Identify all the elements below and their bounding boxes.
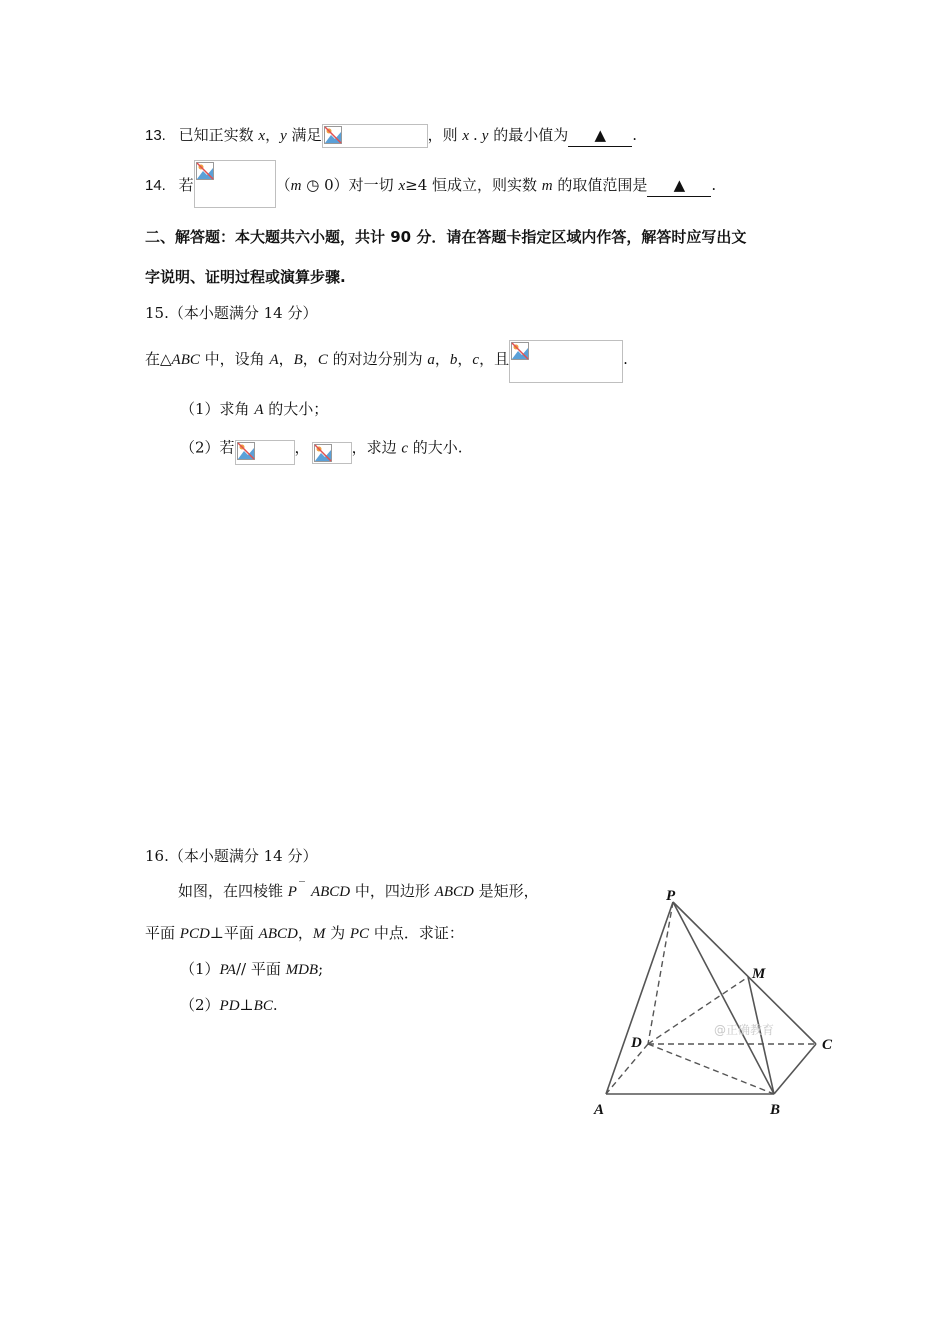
q15-p2-c: c (401, 440, 409, 457)
label-B: B (770, 1102, 781, 1118)
q15-abc: ABC (171, 352, 200, 368)
q13-end: . (632, 126, 638, 144)
edge-PB (673, 902, 774, 1094)
q14-text-c: 的取值范围是 (552, 176, 648, 194)
q16-part-2 (180, 994, 278, 1017)
pyramid-solid-edges (606, 902, 816, 1094)
section-2-heading-line1: 二、解答题：本大题共六小题，共计 90 分．请在答题卡指定区域内作答，解答时应写出文 (145, 228, 747, 246)
q14-var-x: x (398, 178, 406, 194)
edge-PA (606, 902, 673, 1094)
q15-A: A (269, 352, 279, 368)
label-A: A (594, 1102, 605, 1118)
q13-dot: . (473, 126, 478, 144)
q16-l1-abcd2: ABCD (434, 884, 474, 900)
q15-p2-b: ，求边 (351, 438, 402, 457)
q16-l2-PC: PC (349, 926, 370, 942)
q14-formula-image (194, 160, 276, 208)
broken-image-icon (324, 126, 342, 144)
q15-part-1 (180, 398, 328, 421)
q16-header: 16.（本小题满分 14 分） (145, 847, 318, 865)
pyramid-figure (588, 886, 848, 1122)
broken-image-icon (196, 162, 214, 180)
vertex-labels (593, 888, 833, 1118)
q15-text-c: 的对边分别为 (327, 350, 428, 368)
q13-number: 13. (145, 127, 166, 144)
q13-answer-blank: ▲ (568, 124, 632, 147)
q16-p2-a: （2） (180, 996, 220, 1014)
q16-p1-c: ; (318, 960, 324, 978)
q15-text-b: 中，设角 (199, 350, 270, 368)
q15-text-d: ，且 (479, 350, 510, 368)
question-14 (145, 160, 716, 210)
q16-l1-a: 如图，在四棱锥 (178, 882, 288, 900)
q15-p1-a: （1）求角 (180, 400, 255, 418)
edge-PD (648, 902, 673, 1044)
q15-header: 15.（本小题满分 14 分） (145, 304, 318, 322)
q14-number: 14. (145, 177, 166, 194)
q13-expr-y: y (481, 128, 489, 144)
q15-p2-d: 的大小. (408, 438, 463, 457)
q16-l2-a: 平面 (145, 924, 180, 942)
q16-p1-a: （1） (180, 960, 220, 978)
q16-l1-abcd: ABCD (310, 884, 351, 900)
q14-paren: （ (275, 176, 291, 194)
q13-text-a: 已知正实数 (178, 126, 259, 144)
q15-stem (145, 340, 628, 384)
q13-var-x: x (258, 128, 266, 144)
q16-l1-P: P (287, 884, 297, 900)
q14-var-m2: m (541, 178, 553, 194)
q16-p2-c: . (272, 996, 278, 1014)
q16-p2-BC: BC (253, 998, 273, 1014)
q15-formula-image (509, 340, 623, 383)
q14-answer-blank: ▲ (647, 174, 711, 197)
broken-image-icon (314, 444, 332, 462)
label-M: M (752, 966, 766, 982)
broken-image-icon (237, 442, 255, 460)
q15-c1: ， (278, 350, 294, 368)
edge-BC (774, 1044, 816, 1094)
q13-text-c: ，则 (427, 126, 463, 144)
q15-p2-comma: ， (294, 438, 310, 457)
q16-l1-c: 是矩形， (473, 882, 539, 900)
q16-l2-e: 中点．求证： (369, 924, 464, 942)
q16-l1-dash: ‾ (298, 879, 305, 893)
edge-DB (648, 1044, 774, 1094)
q15-cond-image-1 (235, 440, 295, 465)
question-13 (145, 124, 637, 148)
q15-c2: ， (302, 350, 318, 368)
q14-rest (276, 176, 717, 194)
q13-text-d: 的最小值为 (488, 126, 569, 144)
label-C: C (822, 1037, 833, 1053)
q13-expr-x: x (462, 128, 470, 144)
watermark: @正确教育 (714, 1023, 775, 1037)
section-2-heading-line2: 字说明、证明过程或演算步骤. (145, 268, 346, 286)
q16-l2-b: ⊥平面 (209, 924, 259, 942)
q14-cond: ◷ 0）对一切 (301, 176, 399, 194)
q16-p2-PD: PD (219, 998, 240, 1014)
q14-end: . (711, 176, 717, 194)
q14-text-b: ≥4 恒成立，则实数 (405, 176, 542, 194)
q16-p1-MDB: MDB (285, 962, 319, 978)
q15-c4: ， (457, 350, 473, 368)
broken-image-icon (511, 342, 529, 360)
q13-formula-image (322, 124, 428, 148)
q16-line-2 (145, 922, 464, 945)
q15-end: . (623, 350, 628, 368)
q15-stem-text (145, 350, 509, 368)
q15-text-a: 在△ (145, 350, 172, 368)
q15-p1-b: 的大小； (263, 400, 329, 418)
q16-l2-d: 为 (325, 924, 350, 942)
pyramid-hidden-edges (606, 902, 816, 1094)
q16-l2-pcd: PCD (179, 926, 210, 942)
q16-p1-PA: PA (219, 962, 236, 978)
edge-DA (606, 1044, 648, 1094)
q16-p1-b: // 平面 (235, 960, 286, 978)
q15-p2-a: （2）若 (180, 438, 235, 457)
q16-l2-c: ， (297, 924, 313, 942)
q13-comma: ， (265, 126, 281, 144)
q16-part-1 (180, 958, 323, 981)
q16-l1-b: 中，四边形 (350, 882, 435, 900)
q15-b: b (449, 352, 458, 368)
q15-c3: ， (434, 350, 450, 368)
q13-var-y: y (280, 128, 287, 144)
q16-l2-abcd: ABCD (258, 926, 298, 942)
q16-line-1 (178, 880, 539, 903)
q15-B: B (293, 352, 303, 368)
q15-p1-A: A (254, 402, 264, 418)
q14-var-m: m (290, 178, 302, 194)
label-D: D (631, 1035, 642, 1051)
q15-cond-image-2 (312, 442, 352, 464)
label-P: P (666, 888, 676, 904)
q16-l2-M: M (312, 926, 326, 942)
q14-text-a: 若 (178, 176, 194, 194)
q15-part-2 (180, 436, 463, 472)
q13-text-b: 满足 (286, 126, 322, 144)
q15-C: C (317, 352, 328, 368)
q16-p2-b: ⊥ (239, 996, 254, 1014)
q15-c: c (472, 352, 480, 368)
q15-a: a (427, 352, 435, 368)
